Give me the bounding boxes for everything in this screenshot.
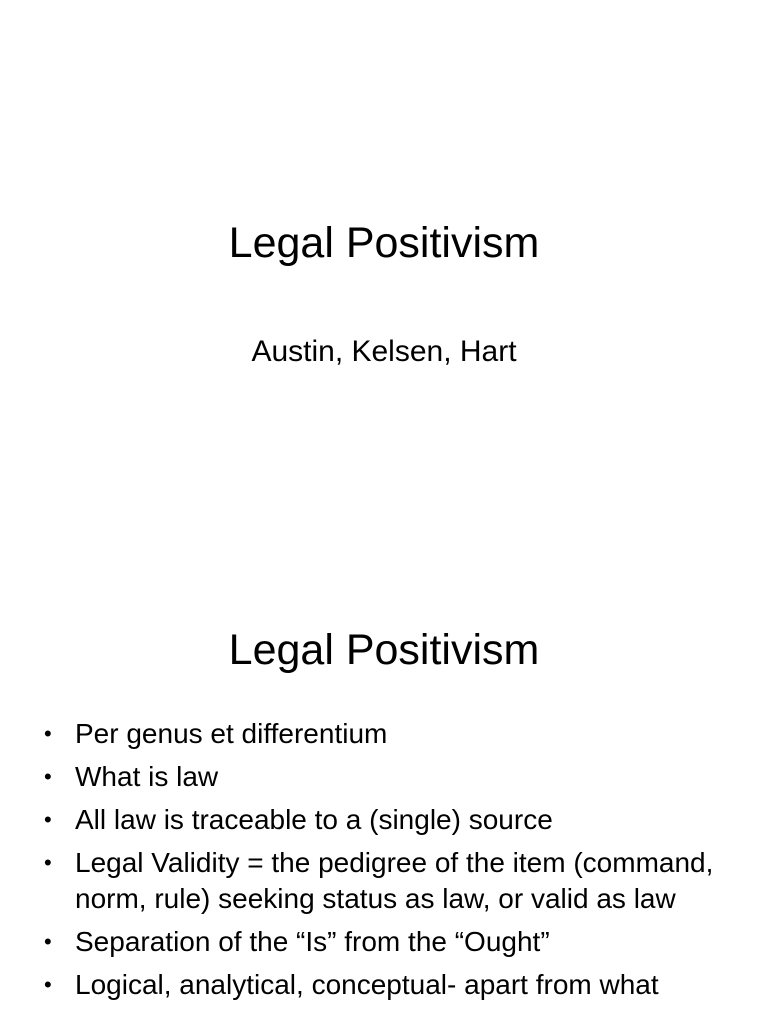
slide-subtitle: Austin, Kelsen, Hart bbox=[251, 335, 517, 368]
bullet-item bbox=[0, 759, 768, 795]
bullet-text: Legal Validity = the pedigree of the item (command, norm, rule) seeking status as law, or valid as law bbox=[75, 847, 714, 914]
content-slide bbox=[0, 576, 768, 1024]
bullet-item bbox=[0, 967, 768, 1003]
bullet-text: Logical, analytical, conceptual- apart from what bbox=[75, 969, 659, 1000]
bullet-item bbox=[0, 802, 768, 838]
bullet-item bbox=[0, 924, 768, 960]
bullet-text: Per genus et differentium bbox=[75, 718, 388, 749]
bullet-text: What is law bbox=[75, 761, 219, 792]
bullet-text: All law is traceable to a (single) source bbox=[75, 804, 553, 835]
bullet-icon: • bbox=[44, 807, 52, 832]
bullet-item bbox=[0, 716, 768, 752]
bullet-list bbox=[0, 716, 768, 1010]
bullet-text: Separation of the “Is” from the “Ought” bbox=[75, 926, 550, 957]
bullet-icon: • bbox=[44, 972, 52, 997]
bullet-item bbox=[0, 845, 768, 917]
bullet-icon: • bbox=[44, 721, 52, 746]
bullet-icon: • bbox=[44, 929, 52, 954]
bullet-icon: • bbox=[44, 764, 52, 789]
slide-title: Legal Positivism bbox=[228, 626, 540, 674]
slide-title: Legal Positivism bbox=[228, 219, 540, 267]
bullet-icon: • bbox=[44, 850, 52, 875]
